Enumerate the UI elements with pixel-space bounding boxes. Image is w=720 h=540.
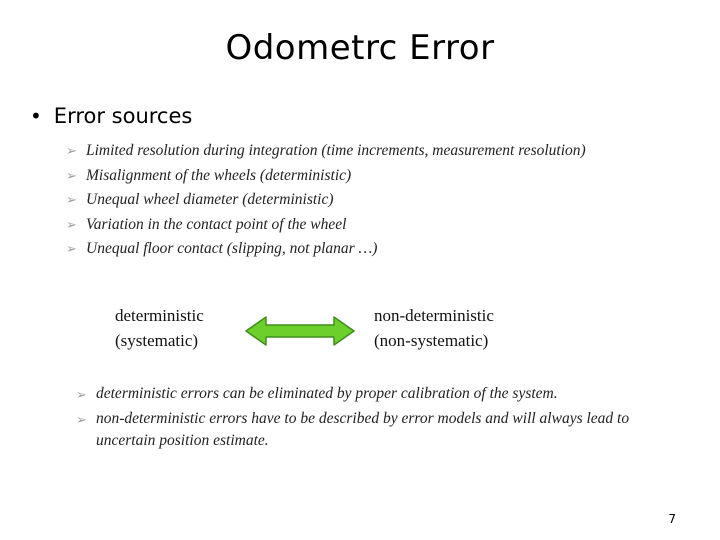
non-deterministic-label [374,303,494,353]
list-item-text: Unequal floor contact (slipping, not planar …) [86,240,378,257]
non-deterministic-label-line2: (non-systematic) [374,331,489,350]
arrowhead-bullet-icon: ➢ [66,241,77,256]
double-arrow-icon [244,315,356,347]
arrowhead-bullet-icon: ➢ [66,192,77,207]
list-item-text: non-deterministic errors have to be described by error models and will always lead to uncertain position estimate. [96,410,630,449]
list-item-text: Unequal wheel diameter (deterministic) [86,191,334,208]
deterministic-label [115,303,204,353]
page-number: 7 [668,512,676,526]
list-item [66,142,586,167]
arrowhead-bullet-icon: ➢ [66,216,77,232]
arrowhead-bullet-icon: ➢ [76,412,87,427]
arrowhead-bullet-icon: ➢ [66,167,77,183]
list-item-text: deterministic errors can be eliminated by proper calibration of the system. [96,385,558,402]
list-item [66,216,586,241]
notes-list [76,383,666,454]
error-sources-list [66,142,586,265]
list-item-text: Variation in the contact point of the wheel [86,215,347,233]
list-item [76,383,666,406]
bullet-error-sources [30,104,192,128]
arrowhead-bullet-icon: ➢ [76,387,87,402]
deterministic-label-line1: deterministic [115,306,204,325]
list-item [66,191,586,216]
bullet-label: Error sources [53,104,193,128]
list-item [66,167,586,192]
bullet-dot-icon: • [30,104,42,128]
list-item [66,240,586,265]
list-item-text: Limited resolution during integration (time increments, measurement resolution) [86,142,586,159]
non-deterministic-label-line1: non-deterministic [374,306,494,325]
deterministic-label-line2: (systematic) [115,331,199,350]
list-item-text: Misalignment of the wheels (deterministic) [86,166,352,184]
arrowhead-bullet-icon: ➢ [66,143,77,158]
list-item [76,408,666,452]
slide-title: Odometrc Error [225,28,495,68]
